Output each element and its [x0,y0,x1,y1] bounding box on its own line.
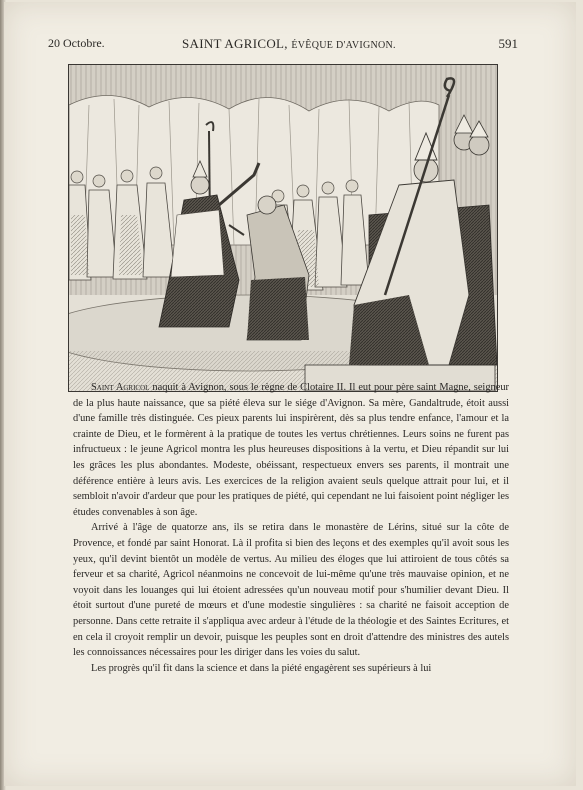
page-date: 20 Octobre. [48,36,105,50]
running-title [182,36,396,52]
paragraph-1-lead: Saint Agricol [91,382,150,393]
page-header [48,34,518,56]
running-title-sub: ÉVÊQUE D'AVIGNON. [291,40,396,51]
paragraph-3: Les progrès qu'il fit dans la science et dans la piété engagèrent ses supérieurs à lui [91,662,432,674]
engraving-illustration [68,64,498,392]
engraving-scene [69,65,497,391]
paragraph-1 [73,380,509,520]
running-title-main: SAINT AGRICOL, [182,36,288,51]
article-text [73,380,509,676]
paragraph-2: Arrivé à l'âge de quatorze ans, ils se retira dans le monastère de Lérins, situé sur la côte de Provence, et fondé par saint Honorat. Là il profita si bien des leçons et des exemples qu'il avoit sous les yeux, qu'il devint bientôt un modèle de vertus. Au milieu des éloges que lui attiroient de tous côtés sa ferveur et sa charité, Agricol néanmoins ne concevoit de lui-même qu'une très mauvaise opinion, et ne voyoit dans les louanges qui lui étoient adressées qu'un nouveau motif pour s'humilier devant Dieu. Il étoit surtout d'une pureté de mœurs et d'une modestie singulières : sa charité ne faisoit acception de personne. Dans cette retraite il s'appliqua avec ardeur à l'étude de la théologie et des Saintes Ecritures, et en cela il croyoit remplir un devoir, puisque les peuples sont en droit d'attendre des ministres des autels les connoissances nécessaires pour les diriger dans les voies du salut. [73,522,509,659]
paragraph-1-text: naquit à Avignon, sous le règne de Clotaire II. Il eut pour père saint Magne, seigneur de la plus haute naissance, que sa piété éleva sur le siége d'Avignon. Sa mère, Gandaltrude, étoit aussi d'une famille très distinguée. Ces pieux parents lui inspirèrent, dès sa plus tendre enfance, l'amour et la crainte de Dieu, et le formèrent à la pratique de toutes les vertus chrétiennes. Leurs soins ne furent pas infructueux : le jeune Agricol montra les plus heureuses dispositions à la vertu, et Dieu répandit sur lui les grâces les plus abondantes. Modeste, obéissant, respectueux envers ses parents, il montrait une déférence entière à leurs avis. Les exercices de la religion avaient seuls quelque attrait pour lui, et il sembloit n'avoir d'ardeur que pour les pratiques de piété, qui cependant ne lui faisoient point négliger les études convenables à son âge. [73,382,509,518]
page-number: 591 [498,36,518,51]
